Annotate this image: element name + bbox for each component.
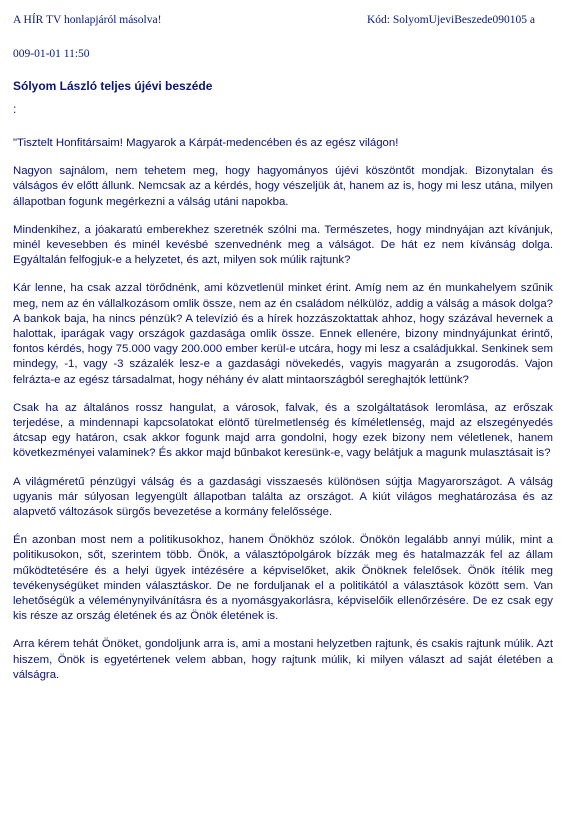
paragraph-greeting: "Tisztelt Honfitársaim! Magyarok a Kárpát-medencében és az egész világon! (13, 137, 399, 149)
paragraph: Mindenkihez, a jóakaratú emberekhez szeretnék szólni ma. Természetes, hogy mindnyájan azt kívánjuk, minél kevesebben és minél kevésbé szenvednénk meg a válságot. De hát ez nem kívánság dolga. Egyáltalán felfogjuk-e a helyzetet, és azt, milyen sok múlik rajtunk? (13, 223, 553, 267)
publish-date: 009-01-01 11:50 (13, 48, 90, 60)
paragraph: Én azonban most nem a politikusokhoz, hanem Önökhöz szólok. Önökön legalább annyi múlik, mint a politikusokon, sőt, szerintem több. Önök, a választópolgárok bízzák meg és hatalmazzák fel az állam működtetésére és a helyi ügyek intézésére a képviselőket, akik Önöknek felelősek. Önök ítélik meg tevékenységüket minden választáskor. De ne forduljanak el a politikától a választások között sem. Van lehetőségük a véleménynyilvánításra és a nyomásgyakorlásra, képviselőik ellenőrzésére. De ez csak egy kis része az ország életének és az Önök életének is. (13, 534, 553, 623)
paragraph: Arra kérem tehát Önöket, gondoljunk arra is, ami a mostani helyzetben rajtunk, és csakis rajtunk múlik. Azt hiszem, Önök is egyetértenek velem abban, hogy rajtunk múlik, ki milyen választ ad saját életében a válságra. (13, 638, 553, 681)
speech-title: Sólyom László teljes újévi beszéde (13, 79, 213, 93)
paragraph: A világméretű pénzügyi válság és a gazdasági visszaesés különösen sújtja Magyarországot. A válság ugyanis már súlyosan legyengült állapotban találta az országot. A kiút világos meghatározása és az alapvető változások sürgős bevezetése a kormány felelőssége. (13, 475, 553, 519)
title-separator: : (13, 102, 17, 116)
source-note: A HÍR TV honlapjáról másolva! (13, 14, 162, 26)
speech-body (13, 136, 553, 696)
document-code: Kód: SolyomUjeviBeszede090105 a (367, 14, 536, 26)
paragraph: Nagyon sajnálom, nem tehetem meg, hogy hagyományos újévi köszöntőt mondjak. Bizonytalan és válságos év előtt állunk. Nemcsak az a kérdés, hogy vészeljük át, hanem az is, hogy mi lesz utána, milyen állapotban fogunk megérkezni a válság utáni napokba. (13, 165, 553, 208)
paragraph: Kár lenne, ha csak azzal törődnénk, ami közvetlenül minket érint. Amíg nem az én munkahelyem szűnik meg, nem az én vállalkozásom omlik össze, nem az én családom nélkülöz, addig a válság a mások dolga? A bankok baja, ha nincs pénzük? A televízió és a hírek hozzászoktattak ahhoz, hogy százával hevernek a halottak, iparágak vagy országok gazdasága omlik össze. Ennek ellenére, bizony mindnyájunkat érintő, fontos kérdés, hogy 75.000 vagy 200.000 ember kerül-e utcára, hogy mi lesz a családjukkal. Senkinek sem mindegy, -1, vagy -3 százalék lesz-e a gazdasági növekedés, vagyis magyarán a zsugorodás. Vajon felrázta-e az egész társadalmat, hogy néhány év alatt mintaországból sereghajtók lettünk? (13, 282, 553, 386)
paragraph: Csak ha az általános rossz hangulat, a városok, falvak, és a szolgáltatások leromlása, az erőszak terjedése, a mindennapi kapcsolatokat elöntő türelmetlenség és kíméletlenség, majd az elszegényedés átcsap egy határon, csak akkor fogunk majd arra gondolni, hogy ezek bizony nem véletlenek, hanem következményei valaminek? És akkor majd bűnbakot keresünk-e, vagy belátjuk a magunk mulasztásait is? (13, 401, 553, 460)
